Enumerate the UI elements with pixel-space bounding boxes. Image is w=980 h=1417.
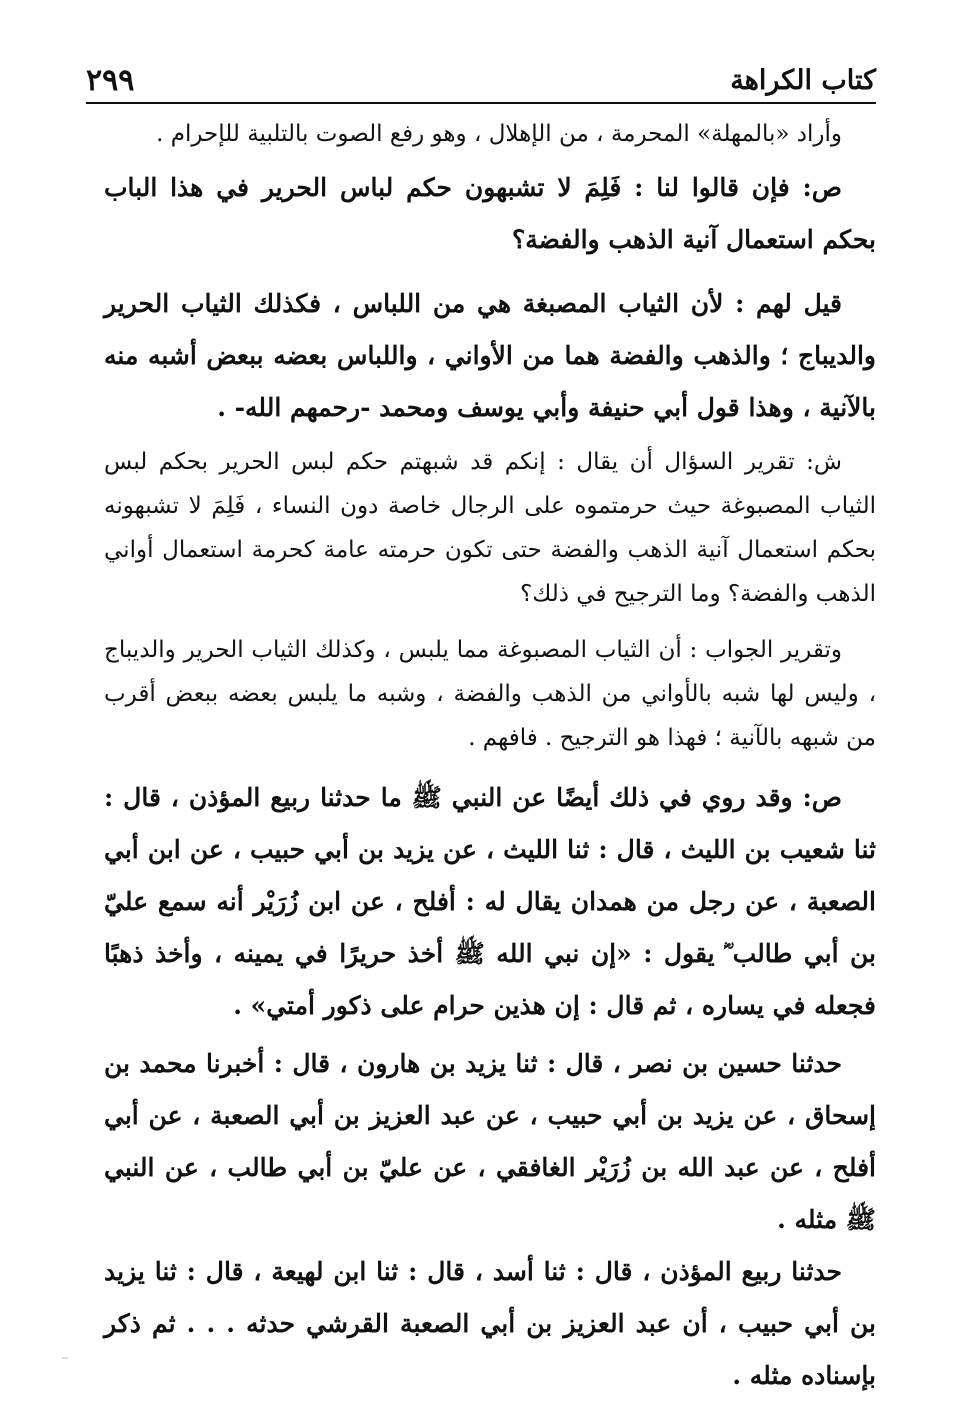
page-number: ٢٩٩: [86, 63, 135, 98]
paragraph-hadith-2: حدثنا حسين بن نصر ، قال : ثنا يزيد بن هارون ، قال : أخبرنا محمد بن إسحاق ، عن يزيد بن أبي حبيب ، عن عبد العزيز بن أبي الصعبة ، عن أبي أفلح ، عن عبد الله بن زُرَيْر الغافقي ، عن عليّ بن أبي طالب ، عن النبي ﷺ مثله .: [104, 1049, 876, 1234]
paragraph-sharh-question: ش: تقرير السؤال أن يقال : إنكم قد شبهتم حكم لبس الحرير بحكم لبس الثياب المصبوغة حيث حرمتموه على الرجال خاصة دون النساء ، فَلِمَ لا تشبهونه بحكم استعمال آنية الذهب والفضة حتى تكون حرمته عامة كحرمة استعمال أواني الذهب والفضة؟ وما الترجيح في ذلك؟: [104, 449, 876, 607]
chapter-title: كتاب الكراهة: [730, 65, 876, 96]
paragraph-matn-question: ص: فإن قالوا لنا : فَلِمَ لا تشبهون حكم لباس الحرير في هذا الباب بحكم استعمال آنية الذهب والفضة؟: [104, 173, 876, 254]
paragraph-hadith-1: ص: وقد روي في ذلك أيضًا عن النبي ﷺ ما حدثنا ربيع المؤذن ، قال : ثنا شعيب بن الليث ، قال : ثنا الليث ، عن يزيد بن أبي حبيب ، عن ابن أبي الصعبة ، عن رجل من همدان يقال له : أفلح ، عن ابن زُرَيْر أنه سمع عليّ بن أبي طالب ؓ يقول : «إن نبي الله ﷺ أخذ حريرًا في يمينه ، وأخذ ذهبًا فجعله في يساره ، ثم قال : إن هذين حرام على ذكور أمتي» .: [104, 783, 876, 1020]
paragraph-matn-answer: قيل لهم : لأن الثياب المصبغة هي من اللباس ، فكذلك الثياب الحرير والديباج ؛ والذهب والفضة هما من الأواني ، واللباس بعضه ببعض أشبه منه بالآنية ، وهذا قول أبي حنيفة وأبي يوسف ومحمد -رحمهم الله- .: [104, 289, 876, 422]
page-header: [86, 52, 876, 104]
scan-artifact: [62, 1357, 68, 1359]
paragraph-sharh-answer: وتقرير الجواب : أن الثياب المصبوغة مما يلبس ، وكذلك الثياب الحرير والديباج ، وليس لها شبه بالأواني من الذهب والفضة ، وشبه ما يلبس بعضه ببعض أقرب من شبهه بالآنية ؛ فهذا هو الترجيح . فافهم .: [104, 637, 876, 751]
paragraph-hadith-3: حدثنا ربيع المؤذن ، قال : ثنا أسد ، قال : ثنا ابن لهيعة ، قال : ثنا يزيد بن أبي حبيب ، أن عبد العزيز بن أبي الصعبة القرشي حدثه . . . ثم ذكر بإسناده مثله .: [104, 1257, 876, 1390]
page-body: [104, 112, 876, 1402]
paragraph-commentary-1: وأراد «بالمهلة» المحرمة ، من الإهلال ، وهو رفع الصوت بالتلبية للإحرام .: [156, 121, 842, 147]
